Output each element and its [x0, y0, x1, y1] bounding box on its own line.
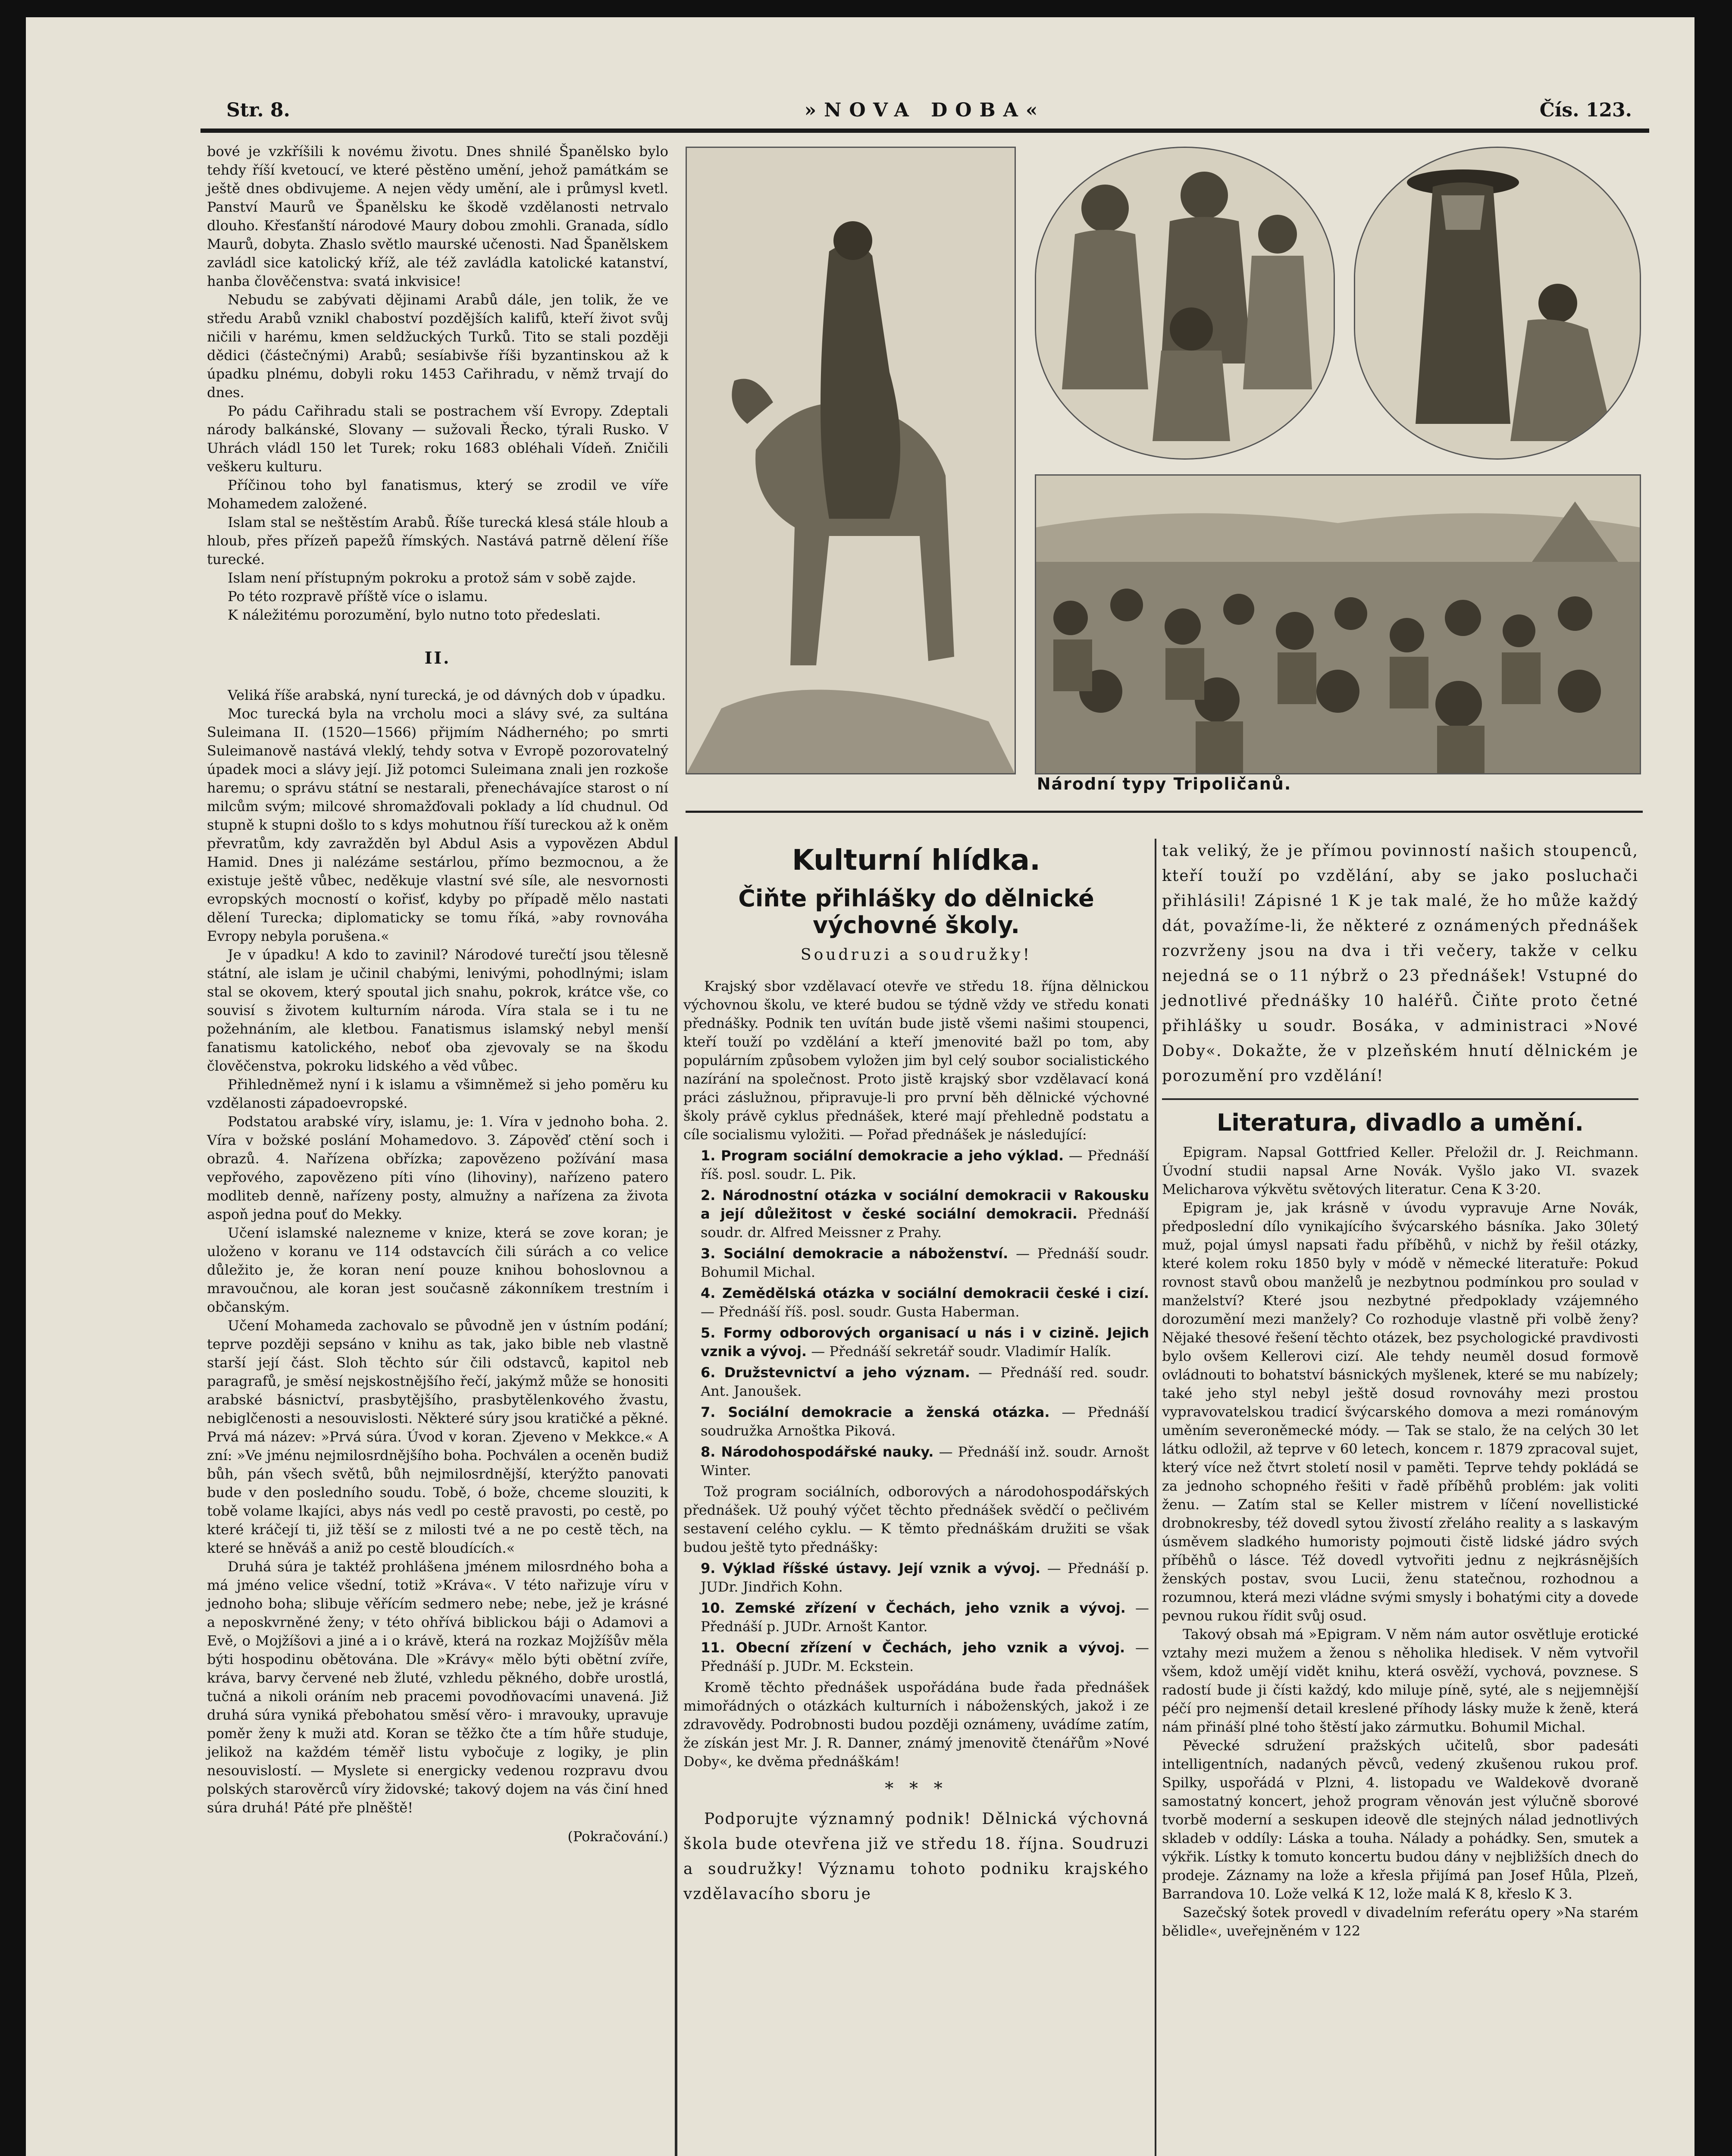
masthead: »NOVA DOBA« — [804, 99, 1046, 121]
lecture-item: 4. Zemědělská otázka v sociální demokracii české i cizí. — Přednáší říš. posl. soudr. Gusta Haberman. — [701, 1285, 1149, 1320]
cultural-watch-section — [683, 839, 1149, 2156]
review-paragraph: Takový obsah má »Epigram. V něm nám autor osvětluje erotické vztahy mezi mužem a ženou s něholika hledisek. V něm vytvořil všem, kdož umějí vidět knihu, která osvěží, vychová, povznese. S radostí bude ji čísti každý, kdo miluje píně, syté, ale s nejjemnější péčí pro nejmenší detail kreslené příhody lásky muže k ženě, která nám přináší plné toho štěstí jako zármutku. Bohumil Michal. — [1162, 1626, 1638, 1735]
headline: Čiňte přihlášky do dělnické výchovné školy. — [738, 885, 1094, 939]
illustration-caption: Národní typy Tripoličanů. — [1037, 774, 1292, 793]
article-paragraph: Po této rozpravě příště více o islamu. — [228, 588, 488, 605]
lecture-item: 1. Program sociální demokracie a jeho výklad. — Přednáší říš. posl. soudr. L. Pik. — [701, 1147, 1149, 1182]
article-paragraph: Druhá súra je taktéž prohlášena jménem milosrdného boha a má jméno velice všední, totiž »Kráva«. V této nařizuje víru v jednoho boha; slibuje věřícím sedmero nebe; nebe, jež je krásné a neposkvrněné ženy; v této ohřívá biblickou báji o Adamovi a Evě, o Mojžíšovi a jiné a i o krávě, která na rozkaz Mojžíšův měla býti hospodinu obětována. Dle »Krávy« mělo býti obětní zvíře, kráva, barvy červené neb žluté, vzhledu pěkného, dobře urostlá, tučná a nikoli oráním neb pracemi povodňovacími unavená. Již druhá súra vyniká přebohatou směsí věro- i mravouky, upravuje poměr ženy k muži atd. Koran se těžko čte a tím hůře studuje, jelikož na každém téměř listu vybočuje z logiky, je plin nesouvislostí. — Myslete si energicky vedenou rozpravu dvou polských starověrců víry židovské; takový dojem na vás činí hned súra druhá! Páté pře plněště! — [207, 1558, 668, 1816]
page-header — [200, 82, 1649, 134]
article-paragraph: Islam není přístupným pokroku a protož sám v sobě zajde. — [228, 570, 636, 586]
lecture-item: 11. Obecní zřízení v Čechách, jeho vznik a vývoj. — Přednáší p. JUDr. M. Eckstein. — [701, 1639, 1149, 1674]
column-divider — [675, 837, 677, 2156]
lecture-item: 8. Národohospodářské nauky. — Přednáší inž. soudr. Arnošt Winter. — [701, 1444, 1149, 1479]
separator-stars: * * * — [885, 1779, 948, 1799]
article-paragraph: Krajský sbor vzdělavací otevře ve středu 18. října dělnickou výchovnou školu, ve které budou se týdně vždy ve středu konati přednášky. Podnik ten uvítán bude jistě všemi našimi stoupenci, kteří touží po vzdělání a kteří jmenovité bažl po tom, aby populárním způsobem vyložen jim byl celý soubor socialistického nazírání na společnost. Proto jistě krajský sbor vzdělavací koná práci záslužnou, připravuje-li pro první běh dělnické výchovné školy právě cyklus přednášek, které mají přehledně podstatu a cíle socialismu vyložiti. — Pořad přednášek je následující: — [683, 978, 1149, 1143]
article-paragraph: Přihledněmež nyní i k islamu a všimněmež si jeho poměru ku vzdělanosti západoevropské. — [207, 1076, 668, 1111]
article-paragraph: Islam stal se neštěstím Arabů. Říše turecká klesá stále hloub a hloub, přes přízeň papežů římských. Nastává patrně dělení říše turecké. — [207, 514, 668, 567]
rider-on-horse-image — [686, 147, 1016, 774]
islam-article — [207, 142, 668, 2156]
article-paragraph: Moc turecká byla na vrcholu moci a slávy své, za sultána Suleimana II. (1520—1566) přijmím Nádherného; po smrti Suleimanově nastává vleklý, tehdy sotva v Evropě pozorovatelný úpadek moci a slávy její. Již potomci Suleimana znali jen rozkoše haremu; o správu státní se nestarali, přenechávajíce starost o ní milcům svým; milcové shromažďovali poklady a líd chudnul. Od stupně k stupni došlo to s kdys mohutnou říší tureckou až k oněm převratům, kdy zavražděn byl Abdul Asis a vypovězen Abdul Hamid. Dnes ji nalézáme sestárlou, přímo bezmocnou, a že existuje ještě vůbec, neděkuje vlastní své síle, ale nesvornosti evropských mocností o kořisť, kdyby po případě mělo nastati dělení Turecka; diplomaticky se tomu říká, »aby rovnováha Evropy nebyla porušena.« — [207, 705, 668, 944]
article-paragraph: Veliká říše arabská, nyní turecká, je od dávných dob v úpadku. — [228, 687, 666, 703]
newspaper-page — [26, 17, 1694, 2156]
literature-column — [1162, 839, 1638, 2156]
article-paragraph: Tož program sociálních, odborových a národohospodářských přednášek. Už pouhý výčet těchto přednášek svědčí o pečlivém sestavení celého cyklu. — K těmto přednáškám družiti se však budou ještě tyto přednášky: — [683, 1483, 1149, 1555]
review-paragraph: Epigram. Napsal Gottfried Keller. Přeložil dr. J. Reichmann. Úvodní studii napsal Arne Novák. Vyšlo jako VI. svazek Melicharova výkvětu světových literatur. Cena K 3·20. — [1162, 1144, 1638, 1197]
notice-paragraph: Pěvecké sdružení pražských učitelů, sbor padesáti intelligentních, nadaných pěvců, vedený zkušenou rukou prof. Spilky, uspořádá v Plzni, 4. listopadu ve Waldekově dvoraně samostatný koncert, jehož program věnován jest výlučně sborové tvorbě moderní a seskupen ideově dle stejných nálad jednotlivých skladeb v oddíly: Láska a touha. Nálady a pohádky. Sen, smutek a výkřik. Lístky k tomuto koncertu budou dány v nejbližších dnech do prodeje. Záznamy na lože a křesla přijímá pan Josef Hůla, Plzeň, Barrandova 10. Lože velká K 12, lože malá K 8, křeslo K 3. — [1162, 1737, 1638, 1902]
greeting: Soudruzi a soudružky! — [800, 946, 1032, 964]
article-paragraph: Nebudu se zabývati dějinami Arabů dále, jen tolik, že ve středu Arabů vznikl chaboství pozdějších kalifů, kteří život svůj ničili v harému, kmen seldžuckých Turků. Tito se stali později dědici (částečnými) Arabů; sesíabivše říši byzantinskou až k úpadku plnému, dobyli roku 1453 Cařihradu, v němž trvají do dnes. — [207, 291, 668, 401]
article-paragraph: Učení islamské nalezneme v knize, která se zove koran; je uloženo v koranu ve 114 odstavcích čili súrách a co velice důležito je, že koran není pouze knihou bohoslovnou a mravoučnou, ale koran jest současně zákonníkem trestním i občanským. — [207, 1225, 668, 1315]
article-paragraph: Kromě těchto přednášek uspořádána bude řada přednášek mimořádných o otázkách kulturních i náboženských, jakož i ze zdravovědy. Podrobnosti budou později oznámeny, uvádíme zatím, že získán jest Mr. J. R. Danner, známý jmenovitě čtenářům »Nové Doby«, ke dvěma přednáškám! — [683, 1679, 1149, 1770]
notice-paragraph: Sazečský šotek provedl v divadelním referátu opery »Na starém bělidle«, uveřejněném v 122 — [1162, 1904, 1638, 1939]
lecture-item: 2. Národnostní otázka v sociální demokracii v Rakousku a její důležitost v české sociální demokracii. Přednáší soudr. dr. Alfred Meissner z Prahy. — [701, 1187, 1149, 1241]
lecture-item: 6. Družstevnictví a jeho význam. — Přednáší red. soudr. Ant. Janoušek. — [701, 1364, 1149, 1399]
article-paragraph: Učení Mohameda zachovalo se původně jen v ústním podání; teprve později sepsáno v knihu as tak, jako bible neb vlastně starší její část. Sloh těchto súr čili odstavců, kapitol neb paragrafů, je směsí nejskostnějšího řečí, jakýmž může se honositi arabské básnictví, prasbytějšího, prasbytělenkového žvastu, nebiglčenosti a nesouvislosti. Některé súry jsou kratičké a pěkné. Prvá má název: »Prvá súra. Úvod v koran. Zjeveno v Mekkce.« A zní: »Ve jménu nejmilosrdnějšího boha. Pochválen a oceněn budiž bůh, pán všech světů, bůh nejmilosrdnější, kterýžto panovati bude v den posledního soudu. Tobě, ó bože, chceme slouziti, k tobě volame lkajíci, abys nás vedl po cestě pravosti, po cestě, po které kráčejí ti, již těší se z milosti tvé a ne po cestě těch, na které se hněváš a aniž po cestě bloudících.« — [207, 1317, 668, 1556]
section-title: Kulturní hlídka. — [792, 843, 1041, 877]
section-rule — [686, 811, 1643, 813]
lecture-item: 7. Sociální demokracie a ženská otázka. — Přednáší soudružka Arnoštka Piková. — [701, 1404, 1149, 1439]
page-number: Str. 8. — [226, 99, 290, 121]
article-paragraph: Po pádu Cařihradu stali se postrachem vší Evropy. Zdeptali národy balkánské, Slovany — sužovali Řecko, týrali Rusko. V Uhrách vládl 150 let Turek; roku 1683 obléhali Vídeň. Zničili veškeru kulturu. — [207, 403, 668, 475]
article-paragraph: Je v úpadku! A kdo to zavinil? Národové turečtí jsou tělesně státní, ale islam je učinil chabými, lenivými, pohodlnými; islam stal se okovem, který spoutal jich snahu, pokrok, krátce vše, co souvisí s životem kulturním národa. Víra stala se i tu ne požehnáním, ale kletbou. Fanatismus islamský nebyl menší fanatismu katolického, neboť oba zjevovaly se na škodu člověčenstva, pokroku lidského a věd vůbec. — [207, 946, 668, 1074]
article-paragraph: K náležitému porozumění, bylo nutno toto předeslati. — [228, 607, 601, 623]
article-paragraph: tak veliký, že je přímou povinností našich stoupenců, kteří touží po vzdělání, aby se jako posluchači přihlásili! Zápisné 1 K je tak malé, že ho může každý dát, považíme-li, že některé z oznámených přednášek rozvrženy jsou na dva i tři večery, takže v celku nejedná se o 11 nýbrž o 23 přednášek! Vstupné do jednotlivé přednášky 10 haléřů. Čiňte proto četné přihlášky u soudr. Bosáka, v administraci »Nové Doby«. Dokažte, že v plzeňském hnutí dělnickém je porozumění pro vzdělání! — [1162, 842, 1638, 1085]
article-paragraph: Podstatou arabské víry, islamu, je: 1. Víra v jednoho boha. 2. Víra v božské poslání Mohamedovo. 3. Zápověď ctění soch i obrazů. 4. Nařízena obřízka; zapovězeno požívání masa vepřového, zapovězeno píti víno (lihoviny), nařízeno patero modliteb denně, nařízeny posty, almužny a nařízena za života aspoň jedna pouť do Mekky. — [207, 1113, 668, 1222]
article-paragraph: bové je vzkříšili k novému životu. Dnes shnilé Španělsko bylo tehdy říší kvetoucí, ve které pěstěno umění, jehož památkám se ještě dnes obdivujeme. A nejen vědy umění, ale i průmysl kvetl. Panství Maurů ve Španělsku ke škodě vzdělanosti netrvalo dlouho. Křesťanští národové Maury dobou zmohli. Granada, sídlo Maurů, dobyta. Zhaslo světlo maurské učenosti. Nad Španělskem zavládl sice katolický kříž, ale též zavládla katolické katanství, hanba člověčenstva: svatá inkvisice! — [207, 143, 668, 289]
continuation-note: (Pokračování.) — [567, 1828, 668, 1845]
veiled-women-image — [1354, 147, 1641, 460]
lecture-item: 5. Formy odborových organisací u nás i v cizině. Jejich vznik a vývoj. — Přednáší sekretář soudr. Vladimír Halík. — [701, 1325, 1149, 1360]
market-crowd-image — [1035, 474, 1641, 774]
issue-number: Čís. 123. — [1539, 99, 1632, 121]
review-paragraph: Epigram je, jak krásně v úvodu vypravuje Arne Novák, předposlední dílo vynikajícího švýcarského básníka. Jako 30letý muž, pojal úmysl napsati řadu příběhů, v nichž by řešil otázky, které kolem roku 1850 byly v módě v německé literatuře: Pokud rovnost stavů obou manželů je nezbytnou podmínkou pro soulad v manželství? Které jsou nezbytné předpoklady vzájemného dorozumění mezi manžely? Co rozhoduje vlastně při volbě ženy? Nějaké thesové řešení těchto otázek, bez psychologické pravdivosti bylo ovšem Kellerovi cizí. Ale tehdy neuměl dosud formově ovládnouti to bohatství básnických myšlenek, které se mu nabízely; také jeho styl nebyl ještě dosud rovnováhy mezi prostou vypravovatelskou tradicí švýcarského domova a mezi románovým uměním severoněmecké módy. — Tak se stalo, že na celých 30 let látku odložil, až teprve v 60 letech, koncem r. 1879 zpracoval sujet, který více než čtvrt století nosil v paměti. Teprve tehdy pokládá se za jednoho schopného řešiti v řadě příběhů problém: jak voliti ženu. — Zatím stal se Keller mistrem v líčení novellistické drobnokresby, též dovedl sytou živostí zřeláho reality a s laskavým úsměvem sladkého humoristy pojmouti čistě lidské jádro svých příběhů o lásce. Též dovedl vytvořiti jednu z nejkrásnějších ženských postav, svou Lucii, ženu statečnou, rozhodnou a rozumnou, která mezi vládne svými smysly i bohatými city a dovede pevnou rukou řídit svůj osud. — [1162, 1200, 1638, 1624]
lecture-item: 10. Zemské zřízení v Čechách, jeho vznik a vývoj. — Přednáší p. JUDr. Arnošt Kantor. — [701, 1600, 1149, 1635]
illustration-tripoli-types — [686, 147, 1643, 791]
article-paragraph: Příčinou toho byl fanatismus, který se zrodil ve víře Mohamedem založené. — [207, 477, 668, 512]
lecture-item: 9. Výklad říšské ústavy. Její vznik a vývoj. — Přednáší p. JUDr. Jindřich Kohn. — [701, 1560, 1149, 1595]
lecture-item: 3. Sociální demokracie a náboženství. — Přednáší soudr. Bohumil Michal. — [701, 1245, 1149, 1280]
column-divider — [1155, 839, 1156, 2156]
article-paragraph: Podporujte významný podnik! Dělnická výchovná škola bude otevřena již ve středu 18. října. Soudruzi a soudružky! Významu tohoto podniku krajského vzdělavacího sboru je — [683, 1810, 1149, 1903]
section-title: Literatura, divadlo a umění. — [1217, 1109, 1584, 1136]
family-portrait-image — [1035, 147, 1335, 460]
section-rule — [1162, 1098, 1638, 1100]
section-heading: II. — [424, 648, 451, 667]
header-rule — [200, 128, 1649, 133]
